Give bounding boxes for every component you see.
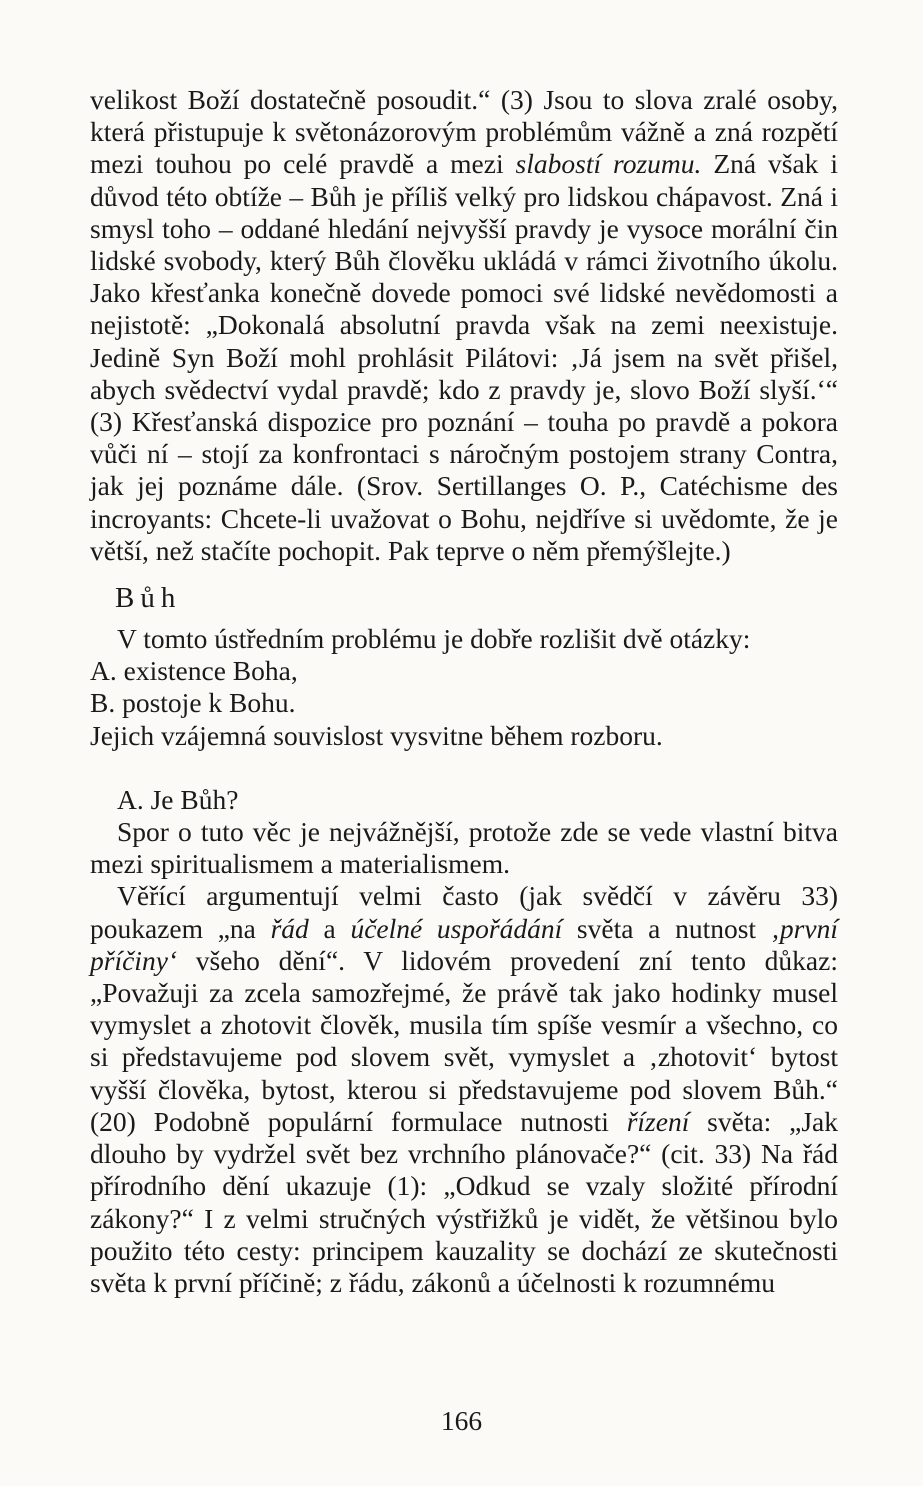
paragraph-continuation: velikost Boží dostatečně posoudit.“ (3) Jsou to slova zralé osoby, která přistupuje k světonázorovým problémům vážně a zná rozpětí mezi touhou po celé pravdě a mezi slabostí rozumu. Zná však i důvod této obtíže – Bůh je příliš velký pro lidskou chápavost. Zná i smysl toho – oddané hledání nejvyšší pravdy je vysoce morální čin lidské svobody, který Bůh člověku ukládá v rámci životního úkolu. Jako křesťanka konečně dovede pomoci své lidské nevědomosti a nejistotě: „Dokonalá absolutní pravda však na zemi neexistuje. Jedině Syn Boží mohl prohlásit Pilátovi: ‚Já jsem na svět přišel, abych svědectví vydal pravdě; kdo z pravdy je, slovo Boží slyší.‘“ (3) Křesťanská dispozice pro poznání – touha po pravdě a pokora vůči ní – stojí za konfrontaci s náročným postojem strany Contra, jak jej poznáme dále. (Srov. Sertillanges O. P., Catéchisme des incroyants: Chcete-li uvažovat o Bohu, nejdříve si uvědomte, že je větší, než stačíte pochopit. Pak teprve o něm přemýšlejte.) [90,84,838,566]
list-item-a: A. existence Boha, [90,655,298,687]
paragraph-arguments: Věřící argumentují velmi často (jak svědčí v závěru 33) poukazem „na řád a účelné uspořádání světa a nutnost ‚první příčiny‘ všeho dění“. V lidovém provedení zní tento důkaz: „Považuji za zcela samozřejmé, že právě tak jako hodinky musel vymyslet a zhotovit člověk, musila tím spíše vesmír a všechno, co si představujeme pod slovem svět, vymyslet a ‚zhotovit‘ bytost vyšší člověka, bytost, kterou si představujeme pod slovem Bůh.“ (20) Podobně populární formulace nutnosti řízení světa: „Jak dlouho by vydržel svět bez vrchního plánovače?“ (cit. 33) Na řád přírodního dění ukazuje (1): „Odkud se vzaly složité přírodní zákony?“ I z velmi stručných výstřižků je vidět, že většinou bylo použito této cesty: principem kauzality se dochází ze skutečnosti světa k první příčině; z řádu, zákonů a účelnosti k rozumnému [90,880,838,1298]
page-number: 166 [440,1405,483,1436]
page-body [90,84,838,1299]
relation-line: Jejich vzájemná souvislost vysvitne během rozboru. [90,719,663,751]
paragraph-dispute: Spor o tuto věc je nejvážnější, protože zde se vede vlastní bitva mezi spiritualismem a materialismem. [90,816,838,880]
subsection-heading: A. Je Bůh? [117,783,239,815]
list-item-b: B. postoje k Bohu. [90,687,296,719]
intro-line: V tomto ústředním problému je dobře rozlišit dvě otázky: [117,623,751,655]
section-heading: Bůh [115,582,182,615]
spacer [90,752,838,784]
